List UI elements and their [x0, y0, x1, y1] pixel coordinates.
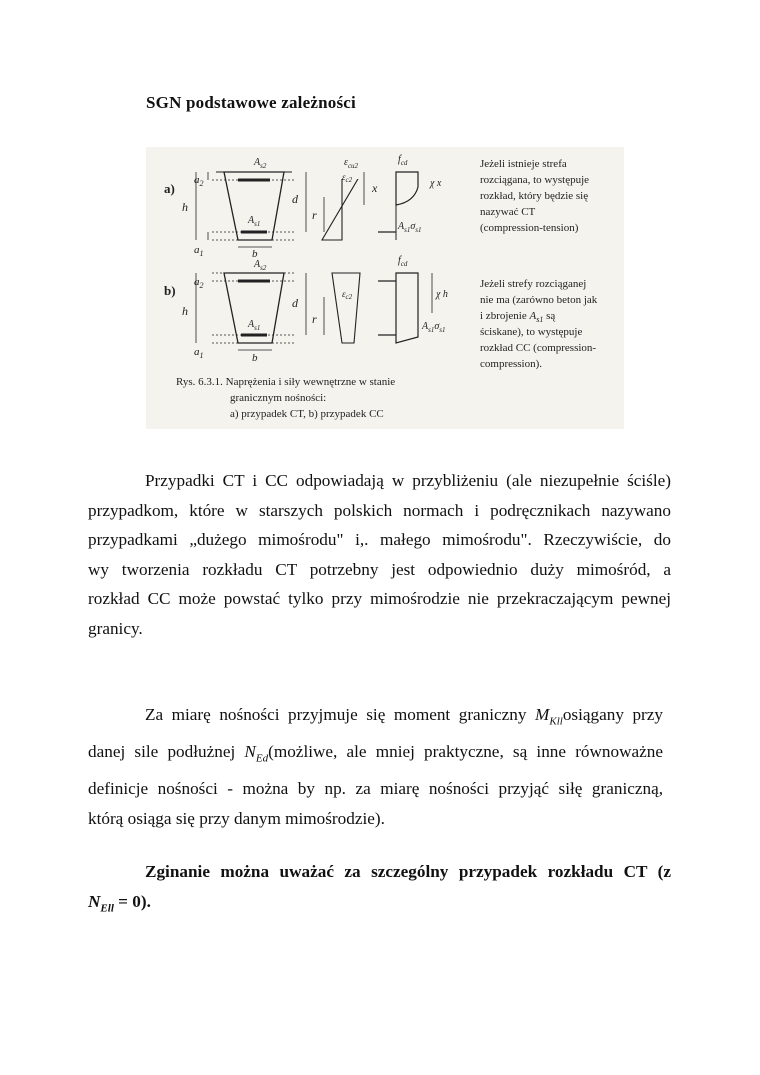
svg-text:χ x: χ x	[430, 178, 442, 189]
svg-text:εcu2: $\varepsilon_{cu2}$	[344, 157, 359, 170]
svg-text:nie ma (zarówno beton jak: nie ma (zarówno beton jak	[480, 294, 598, 306]
svg-text:b: b	[252, 248, 258, 260]
svg-text:compression).: compression).	[480, 358, 543, 370]
svg-text:granicznym nośności:: granicznym nośności:	[230, 392, 327, 404]
svg-text:As2: $A_{s2}$	[254, 157, 267, 170]
svg-text:Jeżeli istnieje strefa: Jeżeli istnieje strefa	[480, 158, 567, 170]
paragraph-bearing-capacity: Za miarę nośności przyjmuje się moment graniczny $M_{Kll}osiągany$ przy danej sile podłużnej $N_{Ed}(możliwe$, ale mniej praktyczne, są inne równoważne definicje nośności - można by np. za miarę nośności przyjąć siłę graniczną, którą osiąga się przy danym mimośrodzie).	[88, 705, 664, 828]
paragraph-bending: Zginanie można uważać za szczególny przypadek rozkładu CT (z $N_{Ell} = 0$).	[88, 862, 671, 915]
svg-text:a1: $a_1$	[194, 244, 204, 258]
svg-text:rozkład, który będzie się: rozkład, który będzie się	[480, 190, 589, 202]
svg-text:nazywać CT: nazywać CT	[480, 206, 536, 218]
svg-text:a) przypadek CT, b) przypadek: a) przypadek CT, b) przypadek CC	[230, 408, 384, 420]
svg-text:h: h	[182, 304, 188, 318]
svg-text:Jeżeli strefy rozciąganej: Jeżeli strefy rozciąganej	[480, 278, 587, 290]
strain-diagram-b	[332, 273, 360, 343]
svg-text:As1: $A_{s1}$	[248, 319, 261, 332]
row-b-label: b)	[164, 283, 176, 298]
svg-text:r: r	[312, 312, 317, 326]
svg-text:x: x	[372, 181, 378, 195]
section-a-outline	[224, 172, 284, 240]
svg-text:As2: $A_{s2}$	[254, 259, 267, 272]
svg-text:χ h: χ h	[436, 289, 448, 300]
svg-text:(compression-tension): (compression-tension)	[480, 222, 579, 234]
svg-text:i zbrojenie As1 są: i zbrojenie $A_{s1}$ są	[480, 310, 556, 324]
svg-text:d: d	[292, 192, 298, 206]
stress-block-a	[396, 172, 418, 205]
svg-text:a2: $a_2$	[194, 276, 204, 290]
section-heading: SGN podstawowe zależności	[146, 93, 356, 112]
svg-text:fcd: $f_{cd}$	[398, 154, 408, 167]
svg-text:ściskane), to występuje: ściskane), to występuje	[480, 326, 583, 338]
svg-text:As1: $A_{s1}$	[248, 215, 261, 228]
svg-text:a1: $a_1$	[194, 346, 204, 360]
svg-text:r: r	[312, 208, 317, 222]
stress-block-b	[396, 273, 418, 343]
svg-text:b: b	[252, 352, 258, 364]
svg-text:fcd: $f_{cd}$	[398, 255, 408, 268]
figure-caption: Rys. 6.3.1. Naprężenia i siły wewnętrzne w stanie	[176, 376, 396, 388]
svg-text:a2: $a_2$	[194, 174, 204, 188]
svg-text:As1σs1: $A_{s1}\sigma_{s1}$	[422, 321, 446, 334]
stress-diagram-figure	[146, 147, 624, 429]
strain-diagram-a	[322, 172, 362, 240]
paragraph-ct-cc: Przypadki CT i CC odpowiadają w przybliżeniu (ale niezupełnie ściśle) przypadkom, które w starszych polskich normach i podręcznikach nazywano przypadkami „dużego mimośrodu" i,. małego mimośrodu". Rzeczywiście, do wy tworzenia rozkładu CT potrzebny jest odpowiednio duży mimośród, a rozkład CC może powstać tylko przy mimośrodzie nie przekraczającym pewnej granicy.	[88, 471, 671, 638]
svg-text:εc2: $\varepsilon_{c2}$	[342, 172, 353, 184]
row-a-label: a)	[164, 181, 175, 196]
svg-text:d: d	[292, 296, 298, 310]
svg-text:rozkład CC (compression-: rozkład CC (compression-	[480, 342, 597, 354]
svg-text:εc2: $\varepsilon_{c2}$	[342, 289, 353, 301]
svg-text:h: h	[182, 200, 188, 214]
svg-text:As1σs1: $A_{s1}\sigma_{s1}$	[398, 221, 422, 234]
svg-text:rozciągana, to występuje: rozciągana, to występuje	[480, 174, 590, 186]
section-b-outline	[224, 273, 284, 343]
